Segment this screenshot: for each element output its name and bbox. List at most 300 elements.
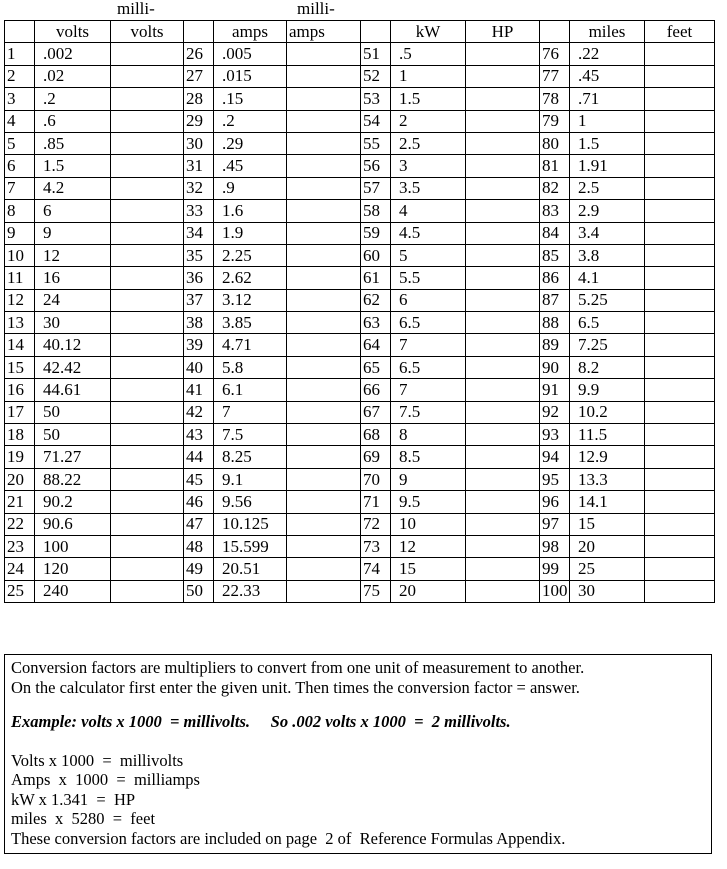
row-number: 78 [540, 88, 570, 110]
kw-value: 6.5 [391, 312, 466, 334]
note-line-1: Conversion factors are multipliers to convert from one unit of measurement to another. [11, 658, 585, 677]
row-number: 32 [184, 177, 214, 199]
miles-value: 20 [570, 535, 645, 557]
volts-value: 50 [35, 424, 111, 446]
row-number: 51 [361, 43, 391, 65]
milliamps-answer [287, 401, 361, 423]
miles-value: 10.2 [570, 401, 645, 423]
amps-value: 7 [214, 401, 287, 423]
amps-value: 1.9 [214, 222, 287, 244]
formula-miles: miles x 5280 = feet [11, 809, 156, 828]
header-blank [184, 21, 214, 43]
kw-value: 10 [391, 513, 466, 535]
feet-answer [645, 334, 715, 356]
row-number: 88 [540, 312, 570, 334]
row-number: 18 [5, 424, 35, 446]
row-number: 84 [540, 222, 570, 244]
miles-value: .45 [570, 65, 645, 87]
row-number: 80 [540, 132, 570, 154]
milliamps-answer [287, 244, 361, 266]
milliamps-answer [287, 267, 361, 289]
kw-value: 15 [391, 558, 466, 580]
table-row [5, 468, 715, 490]
millivolts-header-top: milli- [117, 0, 155, 18]
row-number: 2 [5, 65, 35, 87]
miles-value: 13.3 [570, 468, 645, 490]
row-number: 96 [540, 491, 570, 513]
row-number: 54 [361, 110, 391, 132]
volts-value: 90.6 [35, 513, 111, 535]
kw-value: 1 [391, 65, 466, 87]
feet-answer [645, 424, 715, 446]
volts-value: .002 [35, 43, 111, 65]
kw-value: 7 [391, 334, 466, 356]
note-line-2: On the calculator first enter the given unit. Then times the conversion factor = answer. [11, 677, 580, 697]
milliamps-answer [287, 88, 361, 110]
amps-value: 15.599 [214, 535, 287, 557]
header-millivolts: volts [111, 21, 184, 43]
volts-value: 6 [35, 200, 111, 222]
table-row [5, 424, 715, 446]
row-number: 33 [184, 200, 214, 222]
row-number: 35 [184, 244, 214, 266]
milliamps-answer [287, 110, 361, 132]
millivolts-answer [111, 558, 184, 580]
kw-value: 9.5 [391, 491, 466, 513]
feet-answer [645, 558, 715, 580]
feet-answer [645, 267, 715, 289]
row-number: 29 [184, 110, 214, 132]
amps-value: 20.51 [214, 558, 287, 580]
row-number: 64 [361, 334, 391, 356]
row-number: 3 [5, 88, 35, 110]
table-row [5, 535, 715, 557]
feet-answer [645, 43, 715, 65]
table-row [5, 401, 715, 423]
miles-value: 2.9 [570, 200, 645, 222]
row-number: 74 [361, 558, 391, 580]
row-number: 93 [540, 424, 570, 446]
row-number: 22 [5, 513, 35, 535]
hp-answer [466, 88, 540, 110]
row-number: 6 [5, 155, 35, 177]
amps-value: 1.6 [214, 200, 287, 222]
header-amps: amps [214, 21, 287, 43]
volts-value: 12 [35, 244, 111, 266]
volts-value: 240 [35, 580, 111, 602]
row-number: 10 [5, 244, 35, 266]
row-number: 53 [361, 88, 391, 110]
hp-answer [466, 468, 540, 490]
millivolts-answer [111, 177, 184, 199]
hp-answer [466, 334, 540, 356]
millivolts-answer [111, 401, 184, 423]
header-blank [361, 21, 391, 43]
row-number: 43 [184, 424, 214, 446]
table-row [5, 132, 715, 154]
feet-answer [645, 155, 715, 177]
miles-value: 4.1 [570, 267, 645, 289]
row-number: 77 [540, 65, 570, 87]
hp-answer [466, 513, 540, 535]
amps-value: 2.25 [214, 244, 287, 266]
millivolts-answer [111, 132, 184, 154]
row-number: 52 [361, 65, 391, 87]
row-number: 92 [540, 401, 570, 423]
amps-value: 2.62 [214, 267, 287, 289]
feet-answer [645, 401, 715, 423]
hp-answer [466, 558, 540, 580]
feet-answer [645, 356, 715, 378]
row-number: 55 [361, 132, 391, 154]
millivolts-answer [111, 110, 184, 132]
row-number: 79 [540, 110, 570, 132]
miles-value: 2.5 [570, 177, 645, 199]
miles-value: 7.25 [570, 334, 645, 356]
miles-value: 9.9 [570, 379, 645, 401]
kw-value: 2.5 [391, 132, 466, 154]
amps-value: 9.56 [214, 491, 287, 513]
amps-value: 3.85 [214, 312, 287, 334]
millivolts-answer [111, 334, 184, 356]
hp-answer [466, 289, 540, 311]
kw-value: 8.5 [391, 446, 466, 468]
hp-answer [466, 535, 540, 557]
volts-value: .2 [35, 88, 111, 110]
feet-answer [645, 535, 715, 557]
milliamps-answer [287, 379, 361, 401]
feet-answer [645, 177, 715, 199]
table-row [5, 356, 715, 378]
row-number: 72 [361, 513, 391, 535]
kw-value: 1.5 [391, 88, 466, 110]
milliamps-answer [287, 222, 361, 244]
millivolts-answer [111, 491, 184, 513]
row-number: 48 [184, 535, 214, 557]
volts-value: 4.2 [35, 177, 111, 199]
table-row [5, 580, 715, 602]
feet-answer [645, 580, 715, 602]
feet-answer [645, 491, 715, 513]
miles-value: 1 [570, 110, 645, 132]
row-number: 75 [361, 580, 391, 602]
conversion-note-box [4, 654, 712, 854]
hp-answer [466, 446, 540, 468]
row-number: 5 [5, 132, 35, 154]
hp-answer [466, 65, 540, 87]
table-row [5, 43, 715, 65]
volts-value: 71.27 [35, 446, 111, 468]
row-number: 27 [184, 65, 214, 87]
conversion-table [4, 20, 715, 603]
millivolts-answer [111, 289, 184, 311]
row-number: 9 [5, 222, 35, 244]
table-row [5, 312, 715, 334]
hp-answer [466, 244, 540, 266]
milliamps-answer [287, 558, 361, 580]
hp-answer [466, 155, 540, 177]
row-number: 37 [184, 289, 214, 311]
table-row [5, 267, 715, 289]
header-feet: feet [645, 21, 715, 43]
amps-value: .29 [214, 132, 287, 154]
amps-value: 5.8 [214, 356, 287, 378]
milliamps-answer [287, 513, 361, 535]
amps-value: .15 [214, 88, 287, 110]
row-number: 24 [5, 558, 35, 580]
amps-value: 10.125 [214, 513, 287, 535]
hp-answer [466, 356, 540, 378]
row-number: 57 [361, 177, 391, 199]
header-kw: kW [391, 21, 466, 43]
millivolts-answer [111, 379, 184, 401]
row-number: 36 [184, 267, 214, 289]
row-number: 81 [540, 155, 570, 177]
row-number: 76 [540, 43, 570, 65]
row-number: 89 [540, 334, 570, 356]
row-number: 16 [5, 379, 35, 401]
row-number: 63 [361, 312, 391, 334]
millivolts-answer [111, 535, 184, 557]
amps-value: .9 [214, 177, 287, 199]
row-number: 8 [5, 200, 35, 222]
milliamps-answer [287, 155, 361, 177]
feet-answer [645, 65, 715, 87]
hp-answer [466, 312, 540, 334]
hp-answer [466, 401, 540, 423]
kw-value: 7.5 [391, 401, 466, 423]
miles-value: 14.1 [570, 491, 645, 513]
row-number: 94 [540, 446, 570, 468]
millivolts-answer [111, 312, 184, 334]
hp-answer [466, 424, 540, 446]
table-row [5, 177, 715, 199]
hp-answer [466, 200, 540, 222]
feet-answer [645, 289, 715, 311]
milliamps-header-top: milli- [297, 0, 335, 18]
row-number: 44 [184, 446, 214, 468]
row-number: 61 [361, 267, 391, 289]
milliamps-answer [287, 424, 361, 446]
row-number: 12 [5, 289, 35, 311]
table-row [5, 65, 715, 87]
table-row [5, 513, 715, 535]
row-number: 13 [5, 312, 35, 334]
row-number: 39 [184, 334, 214, 356]
amps-value: 7.5 [214, 424, 287, 446]
feet-answer [645, 513, 715, 535]
kw-value: 20 [391, 580, 466, 602]
row-number: 70 [361, 468, 391, 490]
row-number: 26 [184, 43, 214, 65]
millivolts-answer [111, 222, 184, 244]
volts-value: 90.2 [35, 491, 111, 513]
row-number: 23 [5, 535, 35, 557]
miles-value: 25 [570, 558, 645, 580]
kw-value: 3 [391, 155, 466, 177]
row-number: 86 [540, 267, 570, 289]
amps-value: 4.71 [214, 334, 287, 356]
row-number: 97 [540, 513, 570, 535]
volts-value: 120 [35, 558, 111, 580]
miles-value: 11.5 [570, 424, 645, 446]
millivolts-answer [111, 43, 184, 65]
row-number: 71 [361, 491, 391, 513]
row-number: 11 [5, 267, 35, 289]
table-row [5, 446, 715, 468]
miles-value: 1.5 [570, 132, 645, 154]
amps-value: 9.1 [214, 468, 287, 490]
hp-answer [466, 110, 540, 132]
row-number: 56 [361, 155, 391, 177]
milliamps-answer [287, 446, 361, 468]
volts-value: .85 [35, 132, 111, 154]
milliamps-answer [287, 289, 361, 311]
millivolts-answer [111, 244, 184, 266]
table-row [5, 334, 715, 356]
kw-value: .5 [391, 43, 466, 65]
note-reference: These conversion factors are included on page 2 of Reference Formulas Appendix. [11, 828, 566, 848]
amps-value: 8.25 [214, 446, 287, 468]
header-hp: HP [466, 21, 540, 43]
miles-value: 30 [570, 580, 645, 602]
hp-answer [466, 222, 540, 244]
row-number: 47 [184, 513, 214, 535]
miles-value: 1.91 [570, 155, 645, 177]
row-number: 59 [361, 222, 391, 244]
milliamps-answer [287, 580, 361, 602]
header-blank [540, 21, 570, 43]
row-number: 65 [361, 356, 391, 378]
millivolts-answer [111, 65, 184, 87]
miles-value: 8.2 [570, 356, 645, 378]
note-example: Example: volts x 1000 = millivolts. So .002 volts x 1000 = 2 millivolts. [11, 712, 511, 731]
amps-value: 6.1 [214, 379, 287, 401]
volts-value: 42.42 [35, 356, 111, 378]
row-number: 4 [5, 110, 35, 132]
row-number: 7 [5, 177, 35, 199]
header-blank [5, 21, 35, 43]
volts-value: .02 [35, 65, 111, 87]
millivolts-answer [111, 513, 184, 535]
feet-answer [645, 110, 715, 132]
row-number: 90 [540, 356, 570, 378]
row-number: 25 [5, 580, 35, 602]
table-row [5, 110, 715, 132]
header-volts: volts [35, 21, 111, 43]
millivolts-answer [111, 88, 184, 110]
row-number: 45 [184, 468, 214, 490]
volts-value: 1.5 [35, 155, 111, 177]
miles-value: 6.5 [570, 312, 645, 334]
row-number: 17 [5, 401, 35, 423]
miles-value: .71 [570, 88, 645, 110]
volts-value: 44.61 [35, 379, 111, 401]
row-number: 82 [540, 177, 570, 199]
volts-value: 9 [35, 222, 111, 244]
table-row [5, 558, 715, 580]
row-number: 73 [361, 535, 391, 557]
hp-answer [466, 43, 540, 65]
feet-answer [645, 379, 715, 401]
row-number: 20 [5, 468, 35, 490]
header-miles: miles [570, 21, 645, 43]
kw-value: 4.5 [391, 222, 466, 244]
milliamps-answer [287, 132, 361, 154]
kw-value: 7 [391, 379, 466, 401]
milliamps-answer [287, 356, 361, 378]
row-number: 95 [540, 468, 570, 490]
volts-value: 100 [35, 535, 111, 557]
row-number: 83 [540, 200, 570, 222]
volts-value: 40.12 [35, 334, 111, 356]
hp-answer [466, 580, 540, 602]
formula-kw: kW x 1.341 = HP [11, 789, 136, 809]
table-row [5, 222, 715, 244]
feet-answer [645, 244, 715, 266]
row-number: 41 [184, 379, 214, 401]
millivolts-answer [111, 580, 184, 602]
row-number: 19 [5, 446, 35, 468]
row-number: 99 [540, 558, 570, 580]
kw-value: 8 [391, 424, 466, 446]
kw-value: 3.5 [391, 177, 466, 199]
millivolts-answer [111, 200, 184, 222]
row-number: 69 [361, 446, 391, 468]
amps-value: 22.33 [214, 580, 287, 602]
formula-amps: Amps x 1000 = milliamps [11, 770, 200, 789]
milliamps-answer [287, 491, 361, 513]
amps-value: .005 [214, 43, 287, 65]
kw-value: 6.5 [391, 356, 466, 378]
feet-answer [645, 88, 715, 110]
table-row [5, 200, 715, 222]
row-number: 62 [361, 289, 391, 311]
millivolts-answer [111, 356, 184, 378]
milliamps-answer [287, 334, 361, 356]
table-row [5, 491, 715, 513]
row-number: 68 [361, 424, 391, 446]
milliamps-answer [287, 43, 361, 65]
table-row [5, 289, 715, 311]
feet-answer [645, 222, 715, 244]
volts-value: 24 [35, 289, 111, 311]
row-number: 30 [184, 132, 214, 154]
amps-value: 3.12 [214, 289, 287, 311]
row-number: 31 [184, 155, 214, 177]
millivolts-answer [111, 155, 184, 177]
amps-value: .015 [214, 65, 287, 87]
header-row [5, 21, 715, 43]
row-number: 21 [5, 491, 35, 513]
feet-answer [645, 132, 715, 154]
milliamps-answer [287, 177, 361, 199]
milliamps-answer [287, 535, 361, 557]
row-number: 100 [540, 580, 570, 602]
kw-value: 6 [391, 289, 466, 311]
miles-value: 3.4 [570, 222, 645, 244]
amps-value: .45 [214, 155, 287, 177]
row-number: 58 [361, 200, 391, 222]
hp-answer [466, 267, 540, 289]
millivolts-answer [111, 468, 184, 490]
row-number: 85 [540, 244, 570, 266]
feet-answer [645, 200, 715, 222]
volts-value: 88.22 [35, 468, 111, 490]
miles-value: 12.9 [570, 446, 645, 468]
hp-answer [466, 177, 540, 199]
feet-answer [645, 446, 715, 468]
